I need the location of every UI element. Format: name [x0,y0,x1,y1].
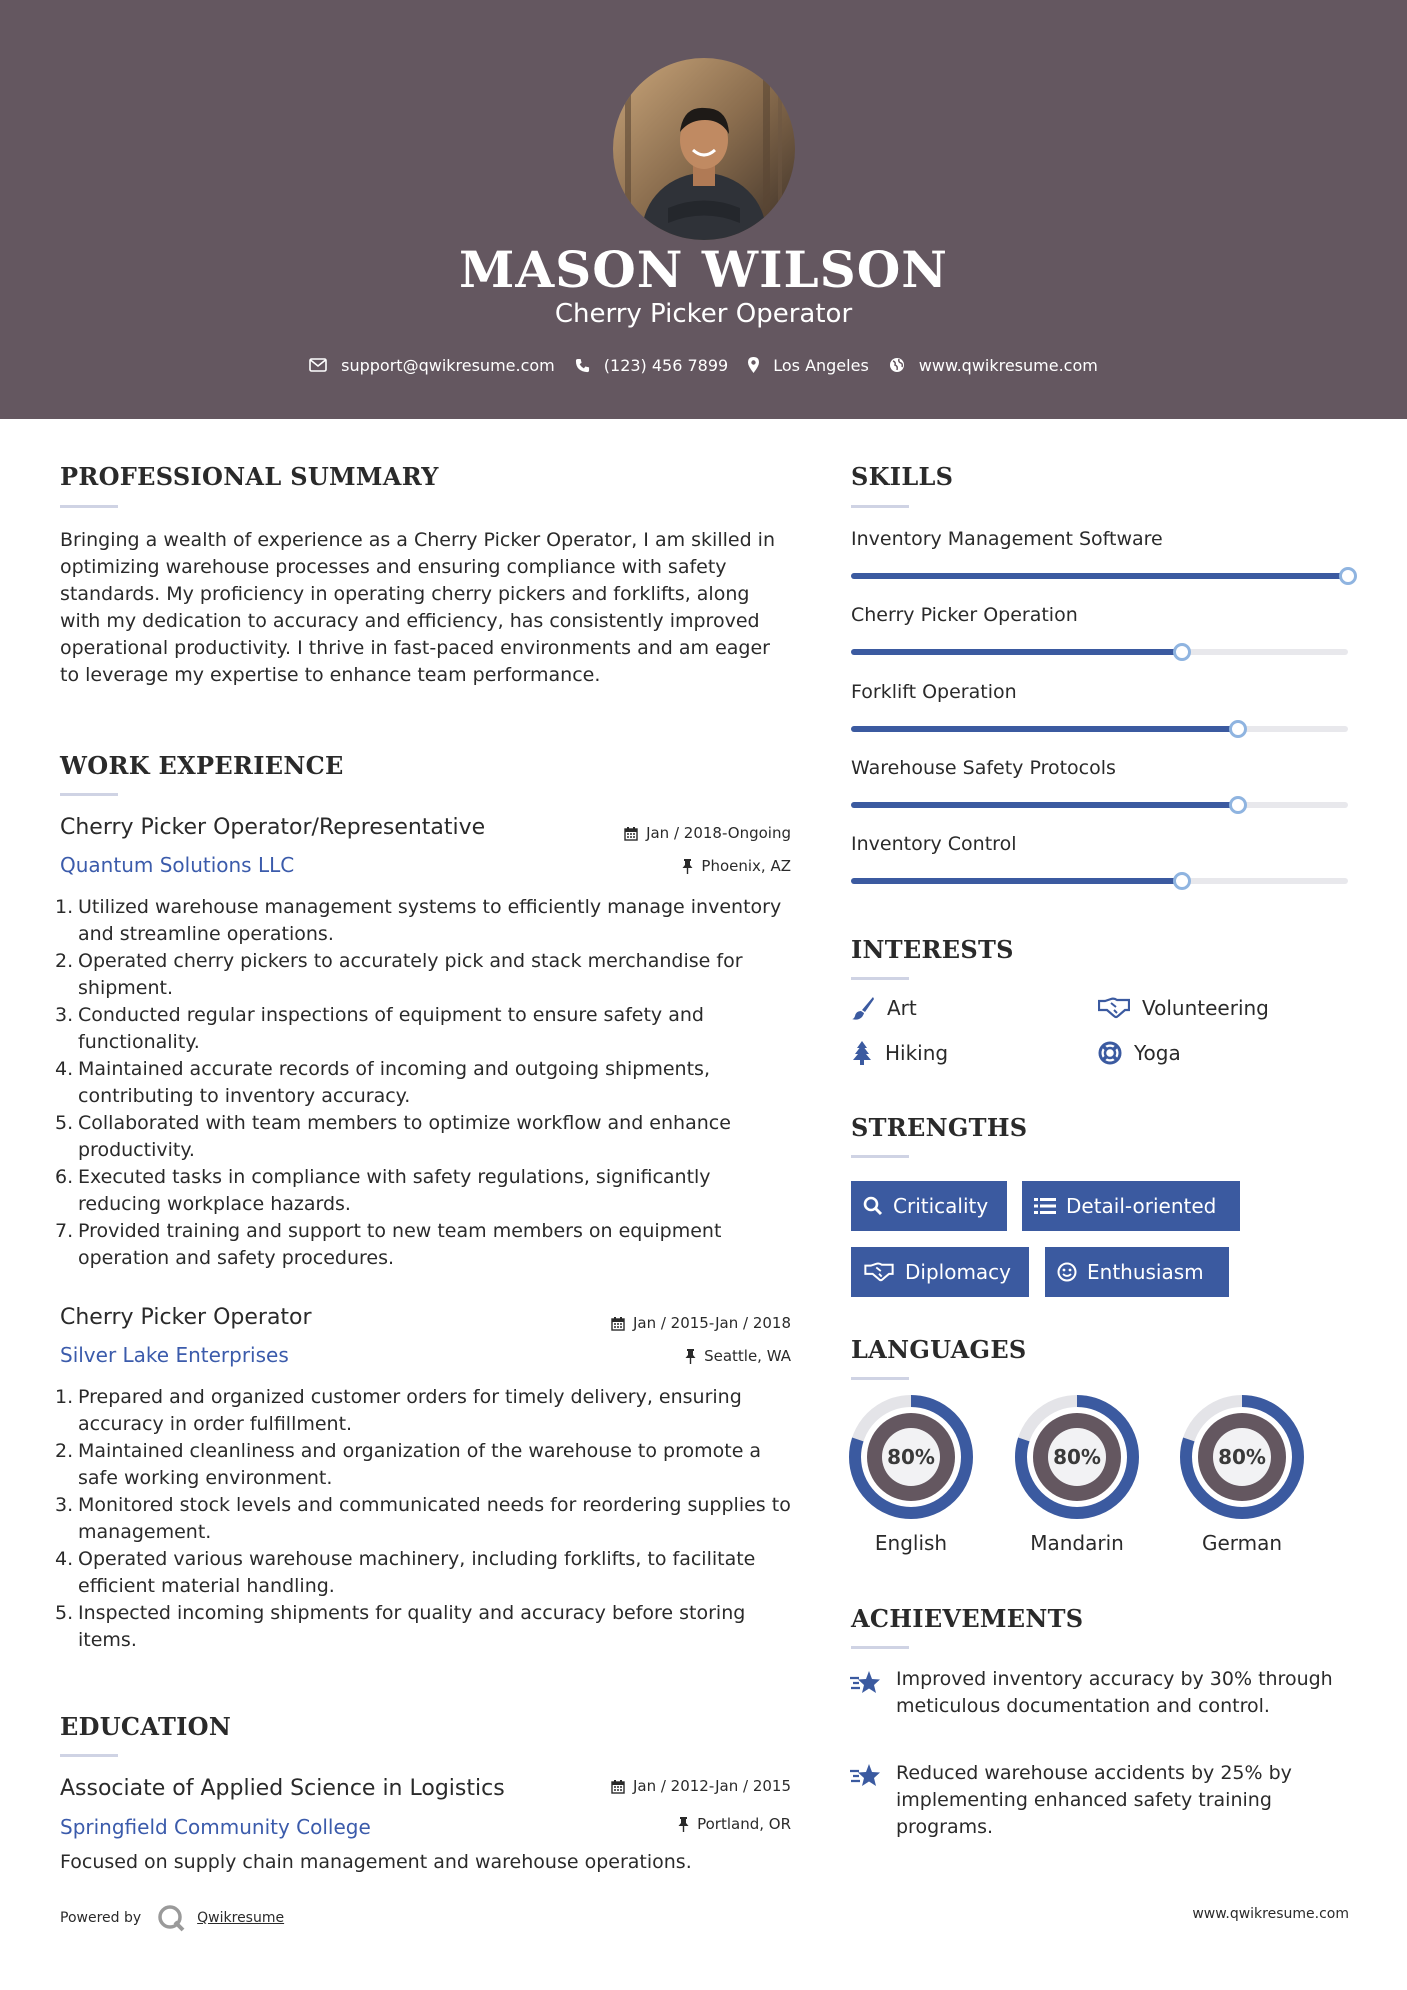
strength-label: Enthusiasm [1087,1260,1204,1284]
list-item: 1. Utilized warehouse management systems to efficiently manage inventory and streamline operations. [55,896,782,945]
envelope-icon [309,358,327,372]
language-name: German [1201,1531,1283,1555]
skills-heading: SKILLS [851,462,954,491]
achievement-item: Improved inventory accuracy by 30% through meticulous documentation and control. [896,1668,1333,1717]
list-item: 5. Collaborated with team members to optimize workflow and enhance productivity. [55,1112,731,1161]
school-name[interactable]: Springfield Community College [60,1815,371,1839]
skill-level-fill [851,802,1238,808]
job-duties-list [55,1384,795,1654]
list-item: 5. Inspected incoming shipments for quality and accuracy before storing items. [55,1602,746,1651]
language-name: Mandarin [1030,1531,1124,1555]
interest-label: Art [887,996,917,1020]
interest-label: Yoga [1134,1041,1181,1065]
achievement-item: Reduced warehouse accidents by 25% by implementing enhanced safety training programs. [896,1762,1292,1838]
interest-item [851,1041,948,1065]
skill-level-bar [851,726,1348,732]
job-location-text: Phoenix, AZ [701,857,791,875]
contact-website[interactable] [889,356,1098,375]
job-location [682,857,791,875]
powered-by [60,1904,284,1932]
map-marker-icon [748,357,759,373]
list-item: 7. Provided training and support to new team members on equipment operation and safety procedures. [55,1220,722,1269]
list-item: 3. Conducted regular inspections of equipment to ensure safety and functionality. [55,1004,704,1053]
job-title: Cherry Picker Operator/Representative [60,815,486,840]
calendar-icon [611,1779,625,1794]
candidate-title: Cherry Picker Operator [554,299,853,329]
skill-name: Cherry Picker Operation [851,604,1078,627]
section-divider [851,505,909,508]
interest-item [1098,996,1269,1020]
list-icon [1034,1197,1056,1215]
list-item: 1. Prepared and organized customer orders for timely delivery, ensuring accuracy in order fulfillment. [55,1386,742,1435]
list-item: 6. Executed tasks in compliance with safety regulations, significantly reducing workplace hazards. [55,1166,711,1215]
interests-heading: INTERESTS [851,935,1014,964]
handshake-icon [1098,997,1130,1019]
interest-label: Hiking [885,1041,949,1065]
language-ring [849,1395,973,1523]
language-ring [1180,1395,1304,1523]
experience-heading: WORK EXPERIENCE [60,751,344,780]
star-icon [849,1669,881,1697]
education-dates-text: Jan / 2012-Jan / 2015 [632,1777,791,1795]
language-percent: 80% [1218,1445,1266,1469]
languages-heading: LANGUAGES [851,1335,1027,1364]
phone-text: (123) 456 7899 [603,355,729,375]
calendar-icon [611,1316,625,1331]
language-name: English [874,1531,948,1555]
list-item: 3. Monitored stock levels and communicated needs for reordering supplies to management. [55,1494,791,1543]
powered-by-label: Powered by [60,1910,142,1926]
profile-photo [613,58,795,240]
list-item: 4. Operated various warehouse machinery, including forklifts, to facilitate efficient material handling. [55,1548,756,1597]
paintbrush-icon [851,996,875,1020]
strength-badge [851,1247,1029,1297]
section-divider [851,1377,909,1380]
skill-level-fill [851,573,1348,579]
star-icon [849,1762,881,1790]
education-location-text: Portland, OR [697,1815,791,1833]
skill-level-knob [1229,796,1247,814]
job-title: Cherry Picker Operator [60,1305,312,1330]
job-location [685,1347,791,1365]
skill-level-knob [1339,567,1357,585]
brand-link[interactable]: Qwikresume [197,1910,285,1926]
skill-level-knob [1173,872,1191,890]
website-text: www.qwikresume.com [918,355,1098,375]
skill-name: Warehouse Safety Protocols [851,756,1116,779]
interest-item [851,996,917,1020]
pushpin-icon [682,859,693,874]
section-divider [851,1155,909,1158]
section-divider [60,793,118,796]
smile-icon [1057,1262,1077,1282]
contact-email[interactable] [309,356,555,375]
summary-heading: PROFESSIONAL SUMMARY [60,462,439,491]
pushpin-icon [685,1349,696,1364]
language-ring [1015,1395,1139,1523]
education-dates [611,1777,791,1795]
summary-text: Bringing a wealth of experience as a Cherry Picker Operator, I am skilled in optimizing warehouse processes and ensuring compliance with safety standards. My proficiency in operating cherry pickers and forklifts, along with my dedication to accuracy and efficiency, has consistently improved operational productivity. I thrive in fast-paced environments and am eager to leverage my expertise to enhance team performance. [60,529,775,686]
education-heading: EDUCATION [60,1712,232,1741]
strength-badge [851,1181,1007,1231]
language-percent: 80% [1053,1445,1101,1469]
skill-level-knob [1229,720,1247,738]
section-divider [60,1754,118,1757]
skill-name: Forklift Operation [851,680,1017,703]
phone-icon [575,358,590,373]
strength-label: Criticality [893,1194,989,1218]
footer-site[interactable]: www.qwikresume.com [1192,1906,1349,1922]
pushpin-icon [678,1817,689,1832]
job-duties-list [55,894,795,1272]
company-name[interactable]: Silver Lake Enterprises [60,1343,289,1367]
skill-name: Inventory Control [851,833,1017,856]
degree-title: Associate of Applied Science in Logistics [60,1776,505,1801]
strength-badge [1022,1181,1240,1231]
skill-level-bar [851,802,1348,808]
strength-label: Diplomacy [905,1260,1012,1284]
job-dates-text: Jan / 2018-Ongoing [646,824,791,842]
education-description: Focused on supply chain management and warehouse operations. [60,1851,692,1873]
list-item: 2. Maintained cleanliness and organization of the warehouse to promote a safe working environment. [55,1440,762,1489]
achievements-heading: ACHIEVEMENTS [851,1604,1084,1633]
globe-icon [889,357,905,373]
education-location [678,1815,791,1833]
strength-badge [1045,1247,1229,1297]
location-text: Los Angeles [773,355,869,375]
job-dates [611,1314,791,1332]
qwikresume-logo-icon [157,1904,185,1932]
contact-phone[interactable] [575,356,728,375]
section-divider [60,505,118,508]
strengths-heading: STRENGTHS [851,1113,1028,1142]
handshake-icon [863,1262,895,1282]
lifering-icon [1098,1041,1122,1065]
job-dates-text: Jan / 2015-Jan / 2018 [632,1314,791,1332]
skill-level-fill [851,726,1238,732]
calendar-icon [624,826,638,841]
skill-level-bar [851,649,1348,655]
interest-label: Volunteering [1142,996,1269,1020]
tree-icon [851,1041,873,1065]
skill-level-bar [851,878,1348,884]
skill-level-bar [851,573,1348,579]
list-item: 4. Maintained accurate records of incoming and outgoing shipments, contributing to inventory accuracy. [55,1058,710,1107]
list-item: 2. Operated cherry pickers to accurately pick and stack merchandise for shipment. [55,950,743,999]
company-name[interactable]: Quantum Solutions LLC [60,853,295,877]
language-percent: 80% [887,1445,935,1469]
skill-level-fill [851,649,1182,655]
candidate-name: MASON WILSON [459,240,948,299]
resume-header [0,0,1407,419]
skill-name: Inventory Management Software [851,528,1163,550]
section-divider [851,977,909,980]
strength-label: Detail-oriented [1066,1194,1217,1218]
contact-location [748,356,869,375]
contact-bar [0,352,1407,378]
skill-level-knob [1173,643,1191,661]
job-dates [624,824,791,842]
job-location-text: Seattle, WA [704,1347,791,1365]
skill-level-fill [851,878,1182,884]
interest-item [1098,1041,1181,1065]
section-divider [851,1646,909,1649]
email-text: support@qwikresume.com [341,355,555,375]
search-icon [863,1196,883,1216]
